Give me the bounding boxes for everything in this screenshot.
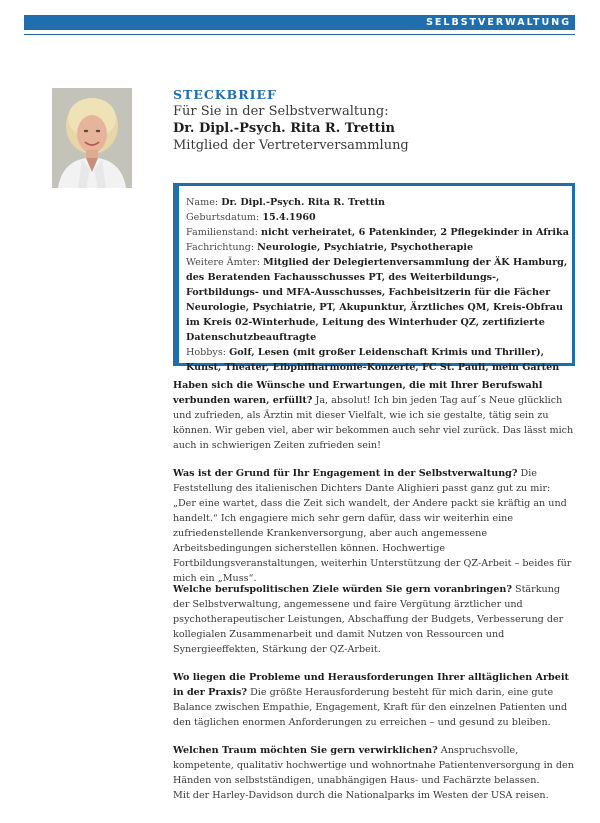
profile-birth-row — [186, 210, 569, 225]
profile-family-label: Familienstand: — [186, 227, 258, 238]
profile-name-row — [186, 195, 569, 210]
profile-field-value: Neurologie, Psychiatrie, Psychotherapie — [257, 242, 474, 253]
qa-answer: Die Feststellung des italienischen Dichters Dante Alighieri passt ganz gut zu mir: „Der eine wartet, dass die Zeit sich wandelt, der Andere packt sie kräftig an und handelt.“ Ich engagiere mich sehr gern dafür, dass wir weiterhin eine zufriedenstellende Krankenversorgung, aber auch angemessene Arbeitsbedingungen sicherstellen können. Hochwertige Fortbildungsveranstaltungen, weiterhin Unterstützung der QZ-Arbeit – beides für mich ein „Muss“. — [173, 468, 572, 584]
profile-family-value: nicht verheiratet, 6 Patenkinder, 2 Pflegekinder in Afrika — [261, 227, 569, 238]
profile-family-row — [186, 225, 569, 240]
profile-details — [186, 195, 569, 375]
profile-box — [173, 183, 575, 373]
profile-birth-value: 15.4.1960 — [262, 212, 316, 223]
header-divider — [24, 34, 575, 35]
qa-answer: Anspruchsvolle, kompetente, qualitativ hochwertige und wohnortnahe Patientenversorgung in den Händen von selbstständigen, unabhängigen Haus- und Fachärzte belassen. — [173, 745, 574, 786]
profile-name-value: Dr. Dipl.-Psych. Rita R. Trettin — [221, 197, 386, 208]
profile-field-label: Fachrichtung: — [186, 242, 255, 253]
person-role: Mitglied der Vertreterversammlung — [173, 138, 409, 153]
profile-offices-row — [186, 255, 569, 345]
qa-question: Welche berufspolitischen Ziele würden Sie gern voranbringen? — [173, 584, 512, 595]
profile-hobbies-label: Hobbys: — [186, 347, 227, 358]
portrait-image-icon — [52, 88, 132, 188]
section-label: SELBSTVERWALTUNG — [426, 17, 571, 28]
qa-item — [173, 582, 575, 657]
qa-answer-extra: Mit der Harley-Davidson durch die Nationalparks im Westen der USA reisen. — [173, 790, 549, 801]
qa-item — [173, 466, 575, 586]
qa-question: Welchen Traum möchten Sie gern verwirklichen? — [173, 745, 438, 756]
profile-hobbies-row — [186, 345, 569, 375]
qa-question: Wo liegen die Probleme und Herausforderungen Ihrer alltäglichen Arbeit in der Praxis? — [173, 672, 569, 698]
intro-block — [173, 87, 573, 154]
qa-item — [173, 670, 575, 730]
qa-item — [173, 378, 575, 453]
person-name: Dr. Dipl.-Psych. Rita R. Trettin — [173, 121, 396, 136]
section-header-bar — [24, 15, 575, 30]
intro-subtitle: Für Sie in der Selbstverwaltung: — [173, 104, 389, 119]
profile-name-label: Name: — [186, 197, 219, 208]
qa-question: Haben sich die Wünsche und Erwartungen, die mit Ihrer Berufswahl verbunden waren, erfüllt? — [173, 380, 543, 406]
profile-birth-label: Geburtsdatum: — [186, 212, 260, 223]
profile-offices-value: Mitglied der Delegiertenversammlung der ÄK Hamburg, des Beratenden Fachausschusses PT, des Weiterbildungs-, Fortbildungs- und MFA-Ausschusses, Fachbeisitzerin für die Fächer Neurologie, Psychiatrie, PT, Akupunktur, Ärztliches QM, Kreis-Obfrau im Kreis 02-Winterhude, Leitung des Winterhuder QZ, zertifizierte Datenschutzbeauftragte — [186, 257, 568, 343]
profile-field-row — [186, 240, 569, 255]
profile-offices-label: Weitere Ämter: — [186, 257, 261, 268]
qa-item — [173, 743, 575, 803]
kicker-heading: STECKBRIEF — [173, 87, 277, 102]
profile-hobbies-value: Golf, Lesen (mit großer Leidenschaft Krimis und Thriller), Kunst, Theater, Elbphilharmonie-Konzerte, FC St. Pauli, mein Garten — [186, 347, 560, 373]
qa-question: Was ist der Grund für Ihr Engagement in der Selbstverwaltung? — [173, 468, 518, 479]
qa-answer: Stärkung der Selbstverwaltung, angemessene und faire Vergütung ärztlicher und psychotherapeutischer Leistungen, Abschaffung der Budgets, Verbesserung der kollegialen Zusammenarbeit und damit Nutzen von Ressourcen und Synergieeffekten, Stärkung der QZ-Arbeit. — [173, 584, 564, 655]
portrait-photo — [52, 88, 132, 188]
qa-answer: Ja, absolut! Ich bin jeden Tag auf´s Neue glücklich und zufrieden, als Ärztin mit dieser Vielfalt, wie ich sie gestalte, tätig sein zu können. Wir geben viel, aber wir bekommen auch sehr viel zurück. Das lässt mich auch in schwierigen Zeiten zufrieden sein! — [173, 395, 574, 451]
qa-answer: Die größte Herausforderung besteht für mich darin, eine gute Balance zwischen Empathie, Engagement, Kraft für den einzelnen Patienten und den täglichen enormen Anforderungen zu erreichen – und gesund zu bleiben. — [173, 687, 568, 728]
